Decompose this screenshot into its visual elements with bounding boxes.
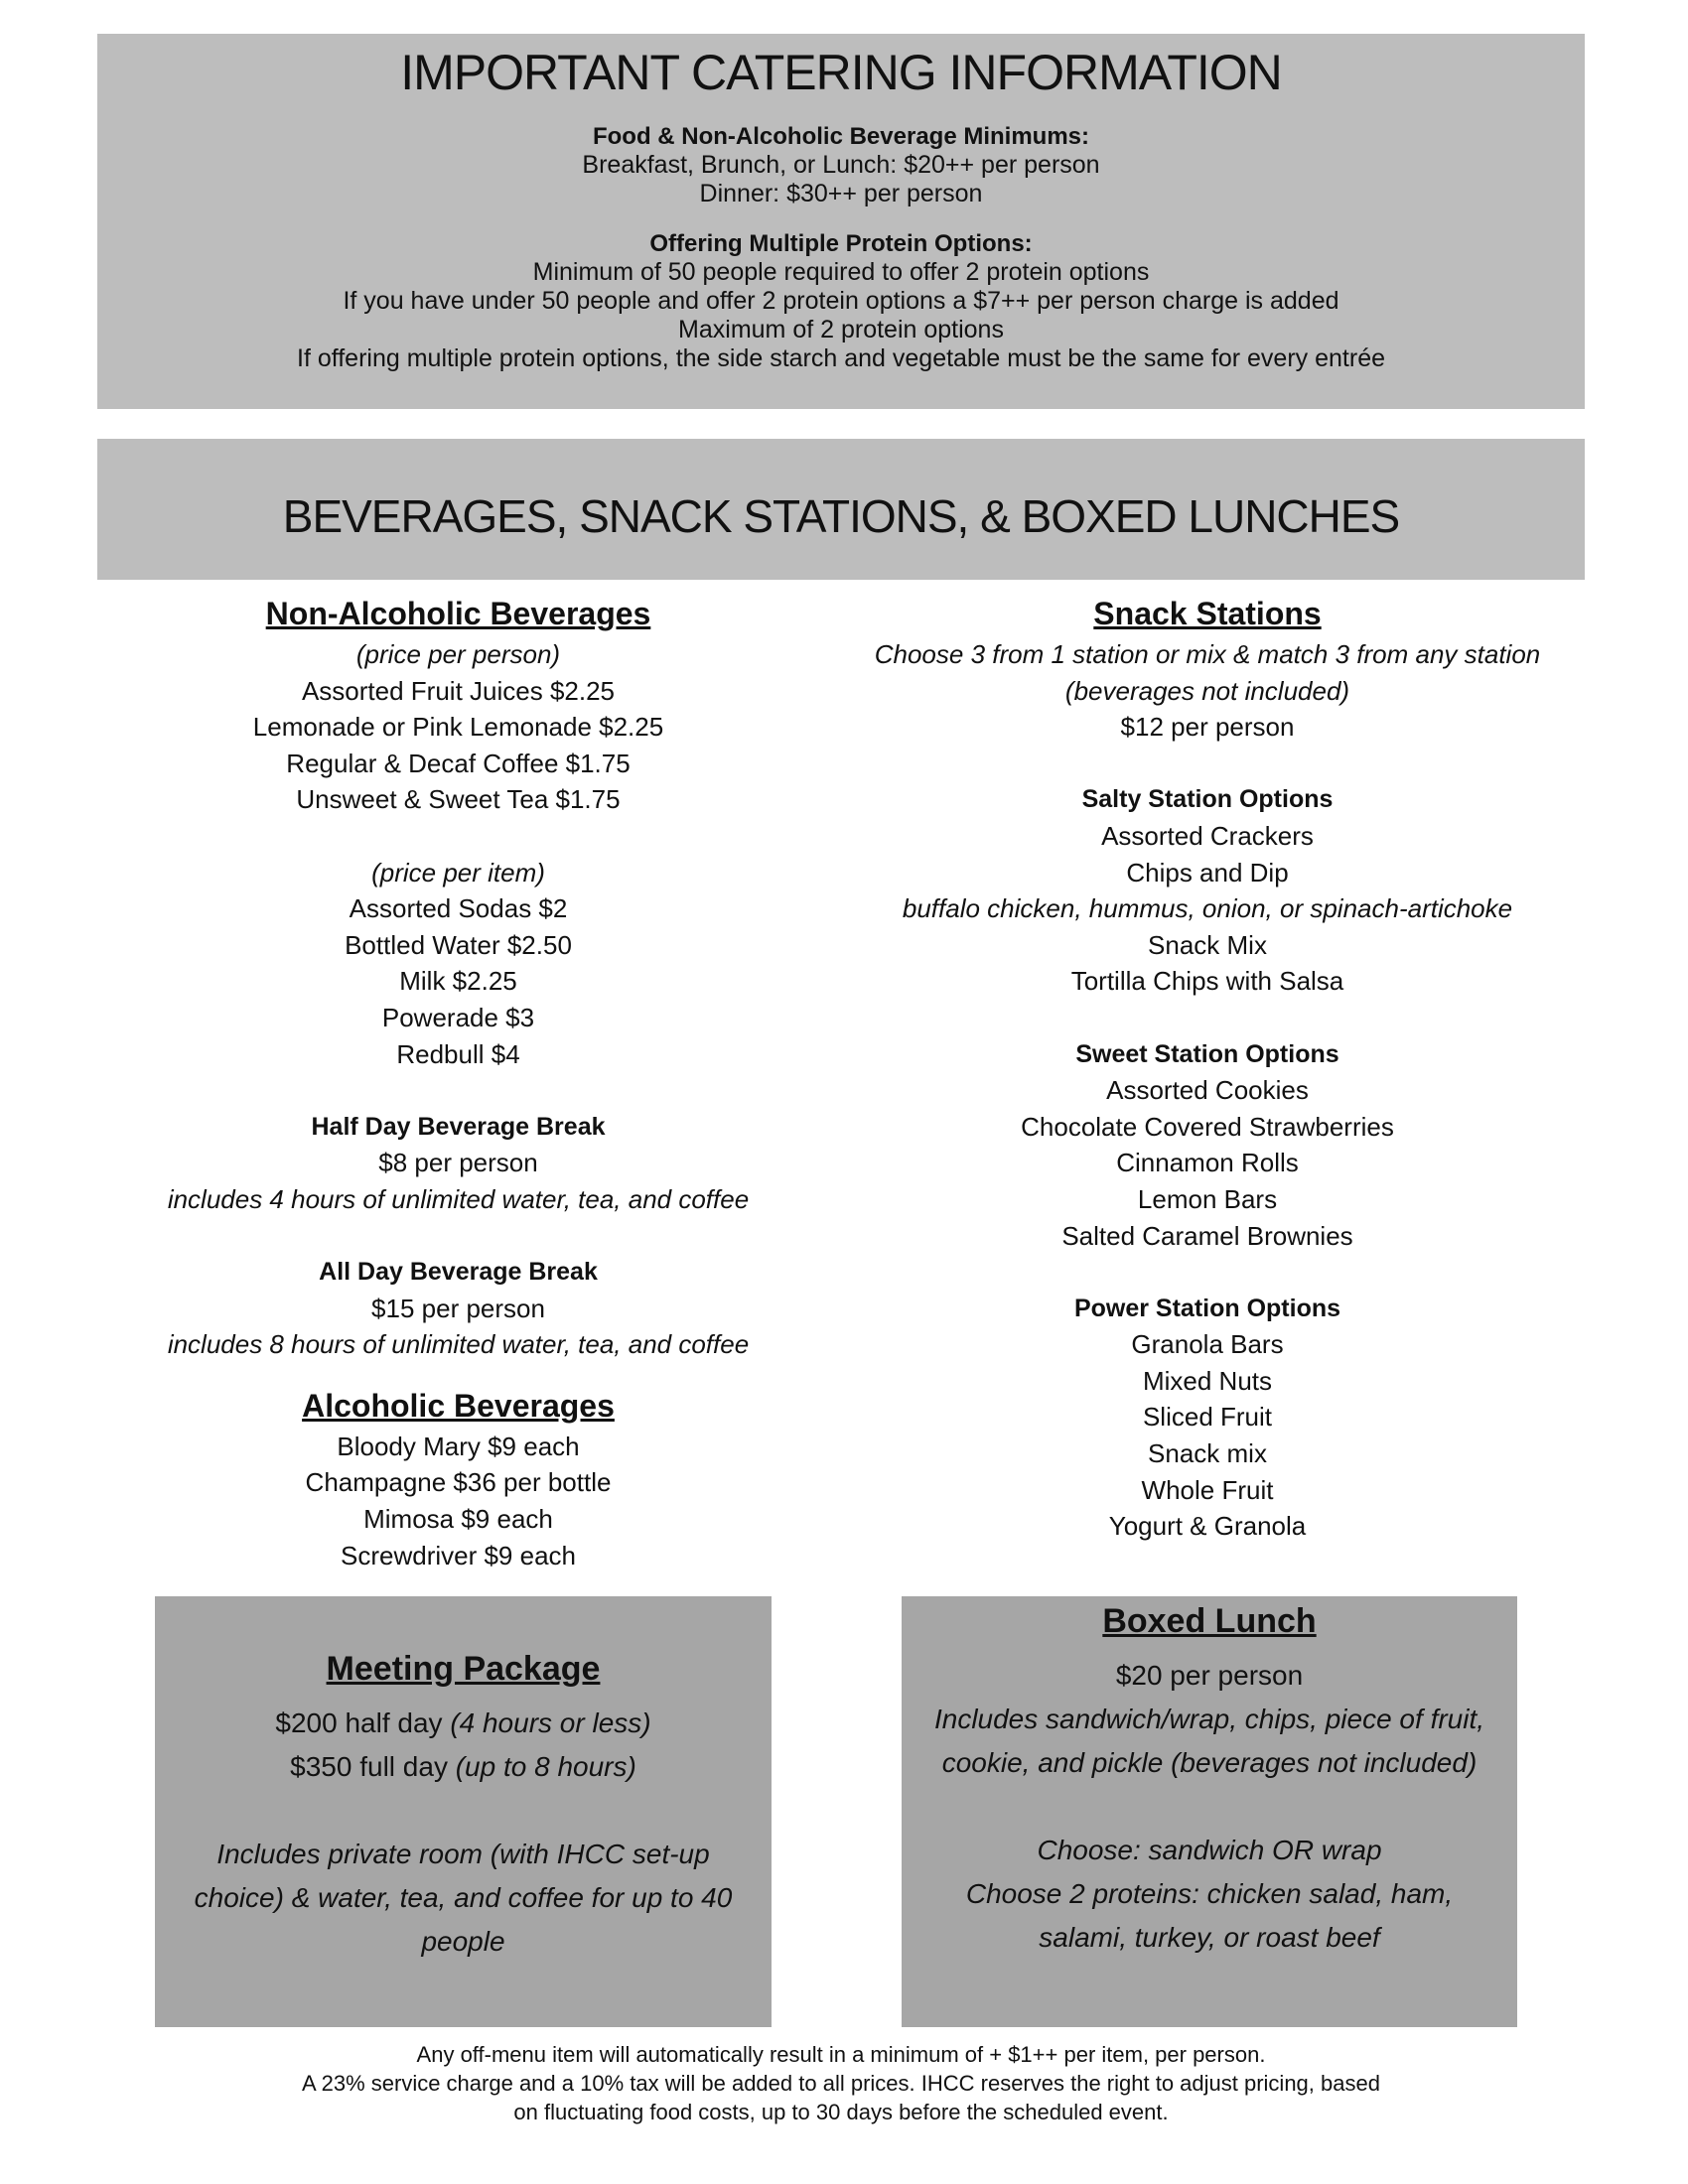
alcoholic-title: Alcoholic Beverages xyxy=(302,1387,615,1424)
snack-note: Choose 3 from 1 station or mix & match 3 from any station xyxy=(874,639,1541,669)
footer-line: A 23% service charge and a 10% tax will be added to all prices. IHCC reserves the right to adjust pricing, based xyxy=(302,2071,1380,2096)
half-day-title: Half Day Beverage Break xyxy=(311,1112,606,1141)
catering-info-box xyxy=(97,34,1585,409)
menu-item: Bloody Mary $9 each xyxy=(337,1431,580,1461)
meeting-package-box xyxy=(155,1596,772,2027)
protein-line: If offering multiple protein options, the side starch and vegetable must be the same for every entrée xyxy=(297,344,1385,372)
info-title: IMPORTANT CATERING INFORMATION xyxy=(400,45,1282,100)
all-day-note: includes 8 hours of unlimited water, tea, and coffee xyxy=(167,1329,750,1360)
meeting-full-day xyxy=(155,1745,772,1789)
half-day-price: $8 per person xyxy=(378,1148,538,1178)
menu-item: Assorted Fruit Juices $2.25 xyxy=(301,675,616,706)
per-person-note: (price per person) xyxy=(355,639,561,669)
footer-line: on fluctuating food costs, up to 30 days before the scheduled event. xyxy=(513,2100,1169,2124)
menu-item: Whole Fruit xyxy=(1141,1474,1274,1505)
menu-item: Snack Mix xyxy=(1148,929,1267,960)
meeting-half-day xyxy=(155,1702,772,1745)
menu-item: Champagne $36 per bottle xyxy=(305,1467,612,1498)
protein-line: Minimum of 50 people required to offer 2 protein options xyxy=(532,258,1150,286)
snack-price: $12 per person xyxy=(1120,712,1295,743)
boxed-choose-protein: Choose 2 proteins: chicken salad, ham, salami, turkey, or roast beef xyxy=(965,1878,1454,1953)
minimum-line: Breakfast, Brunch, or Lunch: $20++ per person xyxy=(582,151,1100,179)
menu-item: Redbull $4 xyxy=(396,1038,520,1069)
half-day-note: includes 4 hours of unlimited water, tea, and coffee xyxy=(167,1183,750,1214)
menu-item: Mimosa $9 each xyxy=(363,1504,553,1535)
banner-title: BEVERAGES, SNACK STATIONS, & BOXED LUNCHES xyxy=(282,490,1400,542)
menu-item: Assorted Sodas $2 xyxy=(349,893,568,924)
full-day-note: (up to 8 hours) xyxy=(455,1751,636,1782)
meeting-includes: Includes private room (with IHCC set-up choice) & water, tea, and coffee for up to 40 people xyxy=(194,1839,733,1957)
salty-title: Salty Station Options xyxy=(1081,785,1334,814)
menu-item: Yogurt & Granola xyxy=(1108,1511,1307,1542)
menu-item: Granola Bars xyxy=(1131,1329,1284,1360)
snack-title: Snack Stations xyxy=(1093,596,1322,631)
menu-item: Regular & Decaf Coffee $1.75 xyxy=(286,748,631,778)
per-item-note: (price per item) xyxy=(371,857,545,887)
dip-note: buffalo chicken, hummus, onion, or spinach-artichoke xyxy=(902,893,1513,924)
snack-note: (beverages not included) xyxy=(1064,675,1350,706)
footer-line: Any off-menu item will automatically result in a minimum of + $1++ per item, per person. xyxy=(416,2042,1266,2067)
minimum-line: Dinner: $30++ per person xyxy=(699,180,983,207)
menu-item: Chocolate Covered Strawberries xyxy=(1021,1111,1394,1142)
menu-item: Sliced Fruit xyxy=(1142,1402,1273,1433)
snack-column xyxy=(844,591,1571,1545)
menu-item: Tortilla Chips with Salsa xyxy=(1070,966,1344,997)
sweet-title: Sweet Station Options xyxy=(1075,1039,1339,1068)
non-alcoholic-title: Non-Alcoholic Beverages xyxy=(265,596,651,631)
menu-item: Powerade $3 xyxy=(381,1002,535,1032)
beverages-column xyxy=(97,591,819,1573)
boxed-title: Boxed Lunch xyxy=(1102,1602,1317,1640)
all-day-price: $15 per person xyxy=(371,1293,545,1323)
menu-item: Chips and Dip xyxy=(1126,857,1289,887)
boxed-includes: Includes sandwich/wrap, chips, piece of fruit, cookie, and pickle (beverages not included) xyxy=(933,1704,1485,1778)
meeting-title: Meeting Package xyxy=(326,1650,601,1688)
boxed-choose-bread: Choose: sandwich OR wrap xyxy=(1037,1835,1382,1865)
half-day-note: (4 hours or less) xyxy=(450,1707,651,1738)
menu-item: Lemon Bars xyxy=(1137,1183,1278,1214)
menu-item: Snack mix xyxy=(1148,1438,1267,1469)
boxed-price: $20 per person xyxy=(1115,1660,1304,1691)
full-day-price: $350 full day xyxy=(290,1751,456,1782)
menu-item: Assorted Crackers xyxy=(1101,820,1314,851)
boxed-lunch-box xyxy=(902,1596,1517,2027)
menu-item: Cinnamon Rolls xyxy=(1116,1148,1299,1178)
footer-notes xyxy=(97,2040,1585,2126)
protein-line: Maximum of 2 protein options xyxy=(678,316,1004,343)
menu-item: Unsweet & Sweet Tea $1.75 xyxy=(296,784,621,815)
all-day-title: All Day Beverage Break xyxy=(319,1258,598,1287)
menu-item: Assorted Cookies xyxy=(1106,1075,1309,1106)
half-day-price: $200 half day xyxy=(275,1707,451,1738)
power-title: Power Station Options xyxy=(1073,1294,1341,1322)
protein-line: If you have under 50 people and offer 2 protein options a $7++ per person charge is added xyxy=(343,287,1339,315)
menu-item: Salted Caramel Brownies xyxy=(1061,1220,1353,1251)
beverages-banner xyxy=(97,439,1585,580)
menu-item: Mixed Nuts xyxy=(1142,1365,1273,1396)
menu-item: Bottled Water $2.50 xyxy=(345,929,572,960)
menu-item: Milk $2.25 xyxy=(399,966,517,997)
minimums-heading: Food & Non-Alcoholic Beverage Minimums: xyxy=(592,123,1090,150)
protein-heading: Offering Multiple Protein Options: xyxy=(649,230,1033,257)
menu-item: Screwdriver $9 each xyxy=(341,1540,576,1570)
menu-item: Lemonade or Pink Lemonade $2.25 xyxy=(252,712,664,743)
